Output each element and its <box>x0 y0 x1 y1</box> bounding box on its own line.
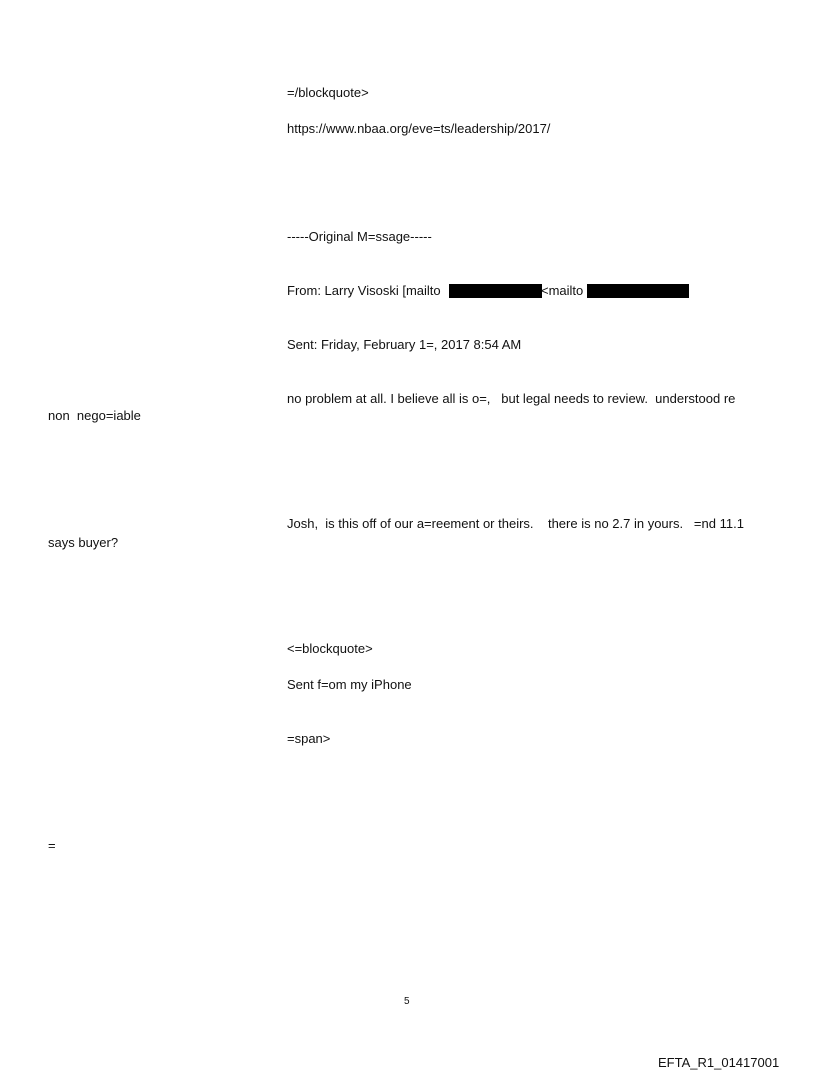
redaction-box-1 <box>449 284 542 298</box>
original-message-header: -----Original M=ssage----- <box>287 229 432 244</box>
document-id: EFTA_R1_01417001 <box>658 1055 780 1070</box>
sent-line: Sent: Friday, February 1=, 2017 8:54 AM <box>287 337 522 352</box>
span-close-text: =span> <box>287 731 331 746</box>
from-line-prefix: From: Larry Visoski [mailto <box>287 283 441 298</box>
page-number: 5 <box>404 996 410 1007</box>
paragraph-2-line-1: Josh, is this off of our a=reement or theirs. there is no 2.7 in yours. =nd 11.1 <box>287 516 744 531</box>
paragraph-1-line-1: no problem at all. I believe all is o=, but legal needs to review. understood re <box>287 391 736 406</box>
event-url-text: https://www.nbaa.org/eve=ts/leadership/2017/ <box>287 121 551 136</box>
redaction-box-2 <box>587 284 689 298</box>
paragraph-1-line-2: non nego=iable <box>48 408 141 423</box>
paragraph-2-line-2: says buyer? <box>48 535 119 550</box>
equals-sign-text: = <box>48 838 56 853</box>
from-line-mailto: <mailto <box>541 283 584 298</box>
sent-from-iphone-text: Sent f=om my iPhone <box>287 677 412 692</box>
blockquote-open-text: <=blockquote> <box>287 641 373 656</box>
blockquote-close-text: =/blockquote> <box>287 85 369 100</box>
